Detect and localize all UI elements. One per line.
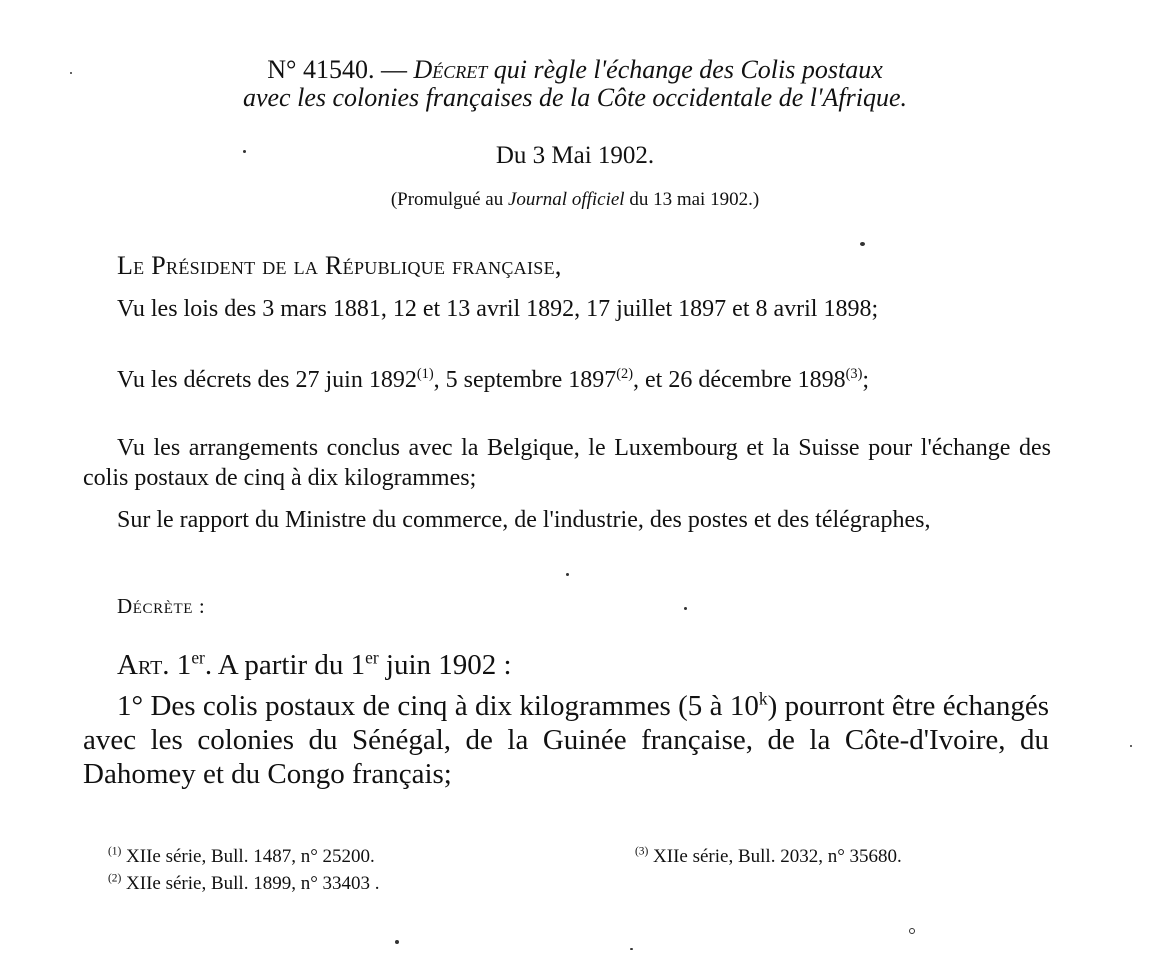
footnote-1 — [108, 845, 375, 869]
vu-decrets-text-a: Vu les décrets des 27 juin 1892 — [117, 367, 417, 393]
vu-lois-paragraph: Vu les lois des 3 mars 1881, 12 et 13 avril 1892, 17 juillet 1897 et 8 avril 1898; — [117, 296, 879, 322]
footnote-text: XIIe série, Bull. 2032, n° 35680. — [653, 846, 902, 867]
item-1-text-b: ) pourront être échangés avec les colonies du Sénégal, de la Guinée française, de la Côte-d'Ivoire, du Dahomey et du Congo français; — [83, 690, 1049, 790]
promulgation-prefix: (Promulgué au — [390, 189, 508, 210]
scan-speck — [243, 150, 246, 153]
footnote-text: XIIe série, Bull. 1487, n° 25200. — [126, 846, 375, 867]
scan-speck — [684, 607, 687, 610]
item-1-sup: k — [758, 688, 768, 709]
vu-decrets-text-b: , 5 septembre 1897 — [433, 367, 617, 393]
vu-decrets-paragraph — [83, 365, 1051, 395]
footnote-marker: (2) — [108, 872, 122, 885]
item-1-text-a: 1° Des colis postaux de cinq à dix kilogrammes (5 à 10 — [117, 690, 759, 722]
footnote-2 — [108, 872, 380, 896]
decree-title-line-2: avec les colonies françaises de la Côte occidentale de l'Afrique. — [242, 83, 908, 112]
scan-speck — [395, 940, 399, 944]
journal-officiel: Journal officiel — [507, 189, 625, 210]
decree-number: N° 41540. — — [267, 55, 414, 84]
article-heading-text-b: juin 1902 : — [378, 649, 512, 681]
article-1-heading — [117, 648, 512, 682]
article-heading-text-a: . A partir du 1 — [204, 649, 366, 681]
president-heading: Le Président de la République française, — [117, 251, 562, 280]
decrete-heading: Décrète : — [117, 594, 206, 618]
decree-date: Du 3 Mai 1902. — [495, 142, 655, 169]
decree-title-line-1 — [0, 55, 1150, 85]
vu-decrets-text-c: , et 26 décembre 1898 — [633, 367, 846, 393]
decree-title-rest: qui règle l'échange des Colis postaux — [487, 55, 883, 84]
article-label-sup: er — [191, 647, 205, 668]
scan-speck — [630, 948, 633, 950]
article-label: Art. 1 — [117, 649, 192, 681]
footnote-marker: (3) — [635, 845, 649, 858]
footnote-text: XIIe série, Bull. 1899, n° 33403 . — [126, 873, 380, 894]
article-1-item-1 — [83, 689, 1049, 791]
scan-speck — [70, 72, 72, 74]
article-heading-sup: er — [365, 647, 379, 668]
sur-rapport-paragraph: Sur le rapport du Ministre du commerce, de l'industrie, des postes et des télégraphes, — [117, 507, 931, 533]
promulgation-suffix: du 13 mai 1902.) — [624, 189, 760, 210]
scan-speck — [909, 928, 915, 934]
promulgation-note — [0, 188, 1150, 212]
footnote-3 — [635, 845, 902, 869]
footnote-ref-3: (3) — [845, 366, 863, 382]
scan-speck — [566, 573, 569, 576]
vu-arrangements-paragraph: Vu les arrangements conclus avec la Belgique, le Luxembourg et la Suisse pour l'échange des colis postaux de cinq à dix kilogrammes; — [83, 435, 1051, 491]
scan-speck — [1130, 745, 1132, 747]
footnote-marker: (1) — [108, 845, 122, 858]
footnote-ref-1: (1) — [416, 366, 434, 382]
scan-speck — [860, 242, 865, 246]
vu-decrets-text-d: ; — [862, 367, 870, 393]
footnote-ref-2: (2) — [616, 366, 634, 382]
decree-word: Décret — [413, 55, 488, 84]
